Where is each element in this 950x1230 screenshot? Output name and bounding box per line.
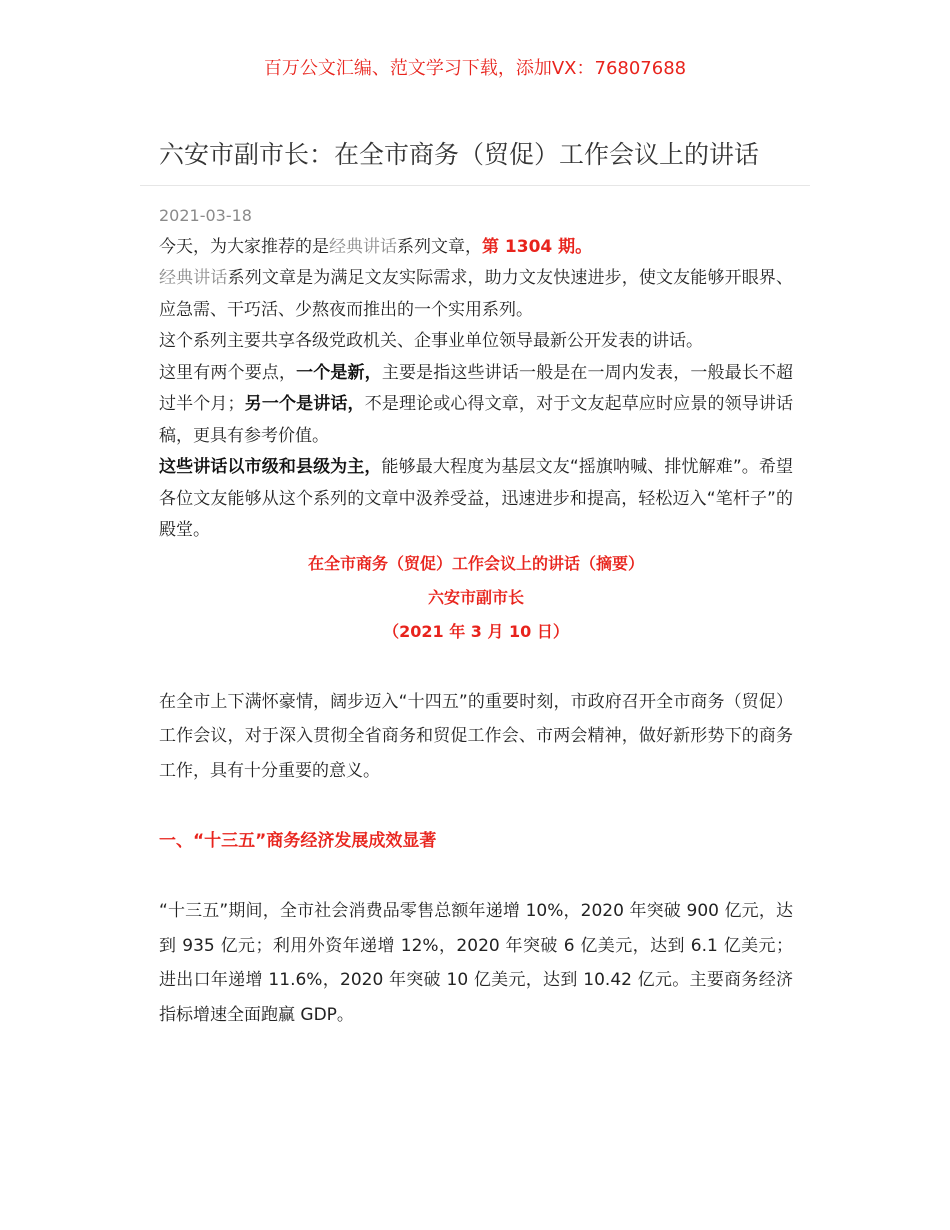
spacer [159,858,793,894]
series-name: 经典讲话 [329,236,397,257]
intro-text: 能够最大程度为基层文友“摇旗呐喊、排忧解难”。希望各位文友能够从这个系列的文章中汲养受益，迅速进步和提高，轻松迈入“笔杆子”的殿堂。 [159,457,793,540]
intro-paragraph-5 [159,452,793,547]
page-title: 六安市副市长：在全市商务（贸促）工作会议上的讲话 [159,140,760,169]
issue-number: 第 1304 期。 [482,236,593,257]
intro-text: 不是理论或心得文章，对于文友起草应时应景的领导讲话稿，更具有参考价值。 [159,394,794,446]
article-body [159,200,793,1032]
intro-text: 系列文章， [397,236,482,257]
speech-date: （2021 年 3 月 10 日） [383,621,569,641]
key-point-level: 这些讲话以市级和县级为主， [159,457,382,477]
title-divider [140,185,810,186]
key-point-speech: 另一个是讲话， [244,394,365,414]
section-1-title: 一、“十三五”商务经济发展成效显著 [159,831,437,851]
spacer [159,649,793,685]
key-point-new: 一个是新， [296,362,382,383]
speech-heading: 在全市商务（贸促）工作会议上的讲话（摘要） [307,553,644,573]
intro-text: 系列文章是为满足文友实际需求，助力文友快速进步，使文友能够开眼界、应急需、干巧活、少熬夜而推出的一个实用系列。 [159,268,794,320]
intro-text: 今天，为大家推荐的是 [159,236,329,257]
series-name: 经典讲话 [159,268,228,288]
promo-banner: 百万公文汇编、范文学习下载，添加VX：76807688 [263,58,687,79]
speech-opening: 在全市上下满怀豪情，阔步迈入“十四五”的重要时刻，市政府召开全市商务（贸促）工作会议，对于深入贯彻全省商务和贸促工作会、市两会精神，做好新形势下的商务工作，具有十分重要的意义。 [159,691,793,781]
publish-date: 2021-03-18 [159,206,252,225]
intro-paragraph-1 [159,232,793,264]
section-1-text: “十三五”期间，全市社会消费品零售总额年递增 10%，2020 年突破 900 亿元，达到 935 亿元；利用外资年递增 12%，2020 年突破 6 亿美元，达到 6.1 亿美元；进出口年递增 11.6%，2020 年突破 10 亿美元，达到 10.42 亿元。主要商务经济指标增速全面跑赢 GDP。 [159,901,793,1025]
intro-paragraph-3: 这个系列主要共享各级党政机关、企事业单位领导最新公开发表的讲话。 [159,331,703,351]
intro-paragraph-4 [159,358,793,453]
intro-text: 这里有两个要点， [159,362,297,383]
spacer [159,788,793,824]
speech-speaker: 六安市副市长 [427,587,524,607]
intro-paragraph-2 [159,263,793,326]
intro-text: 主要是指这些讲话一般是在一周内发表，一般最长不超过半个月； [159,362,794,414]
